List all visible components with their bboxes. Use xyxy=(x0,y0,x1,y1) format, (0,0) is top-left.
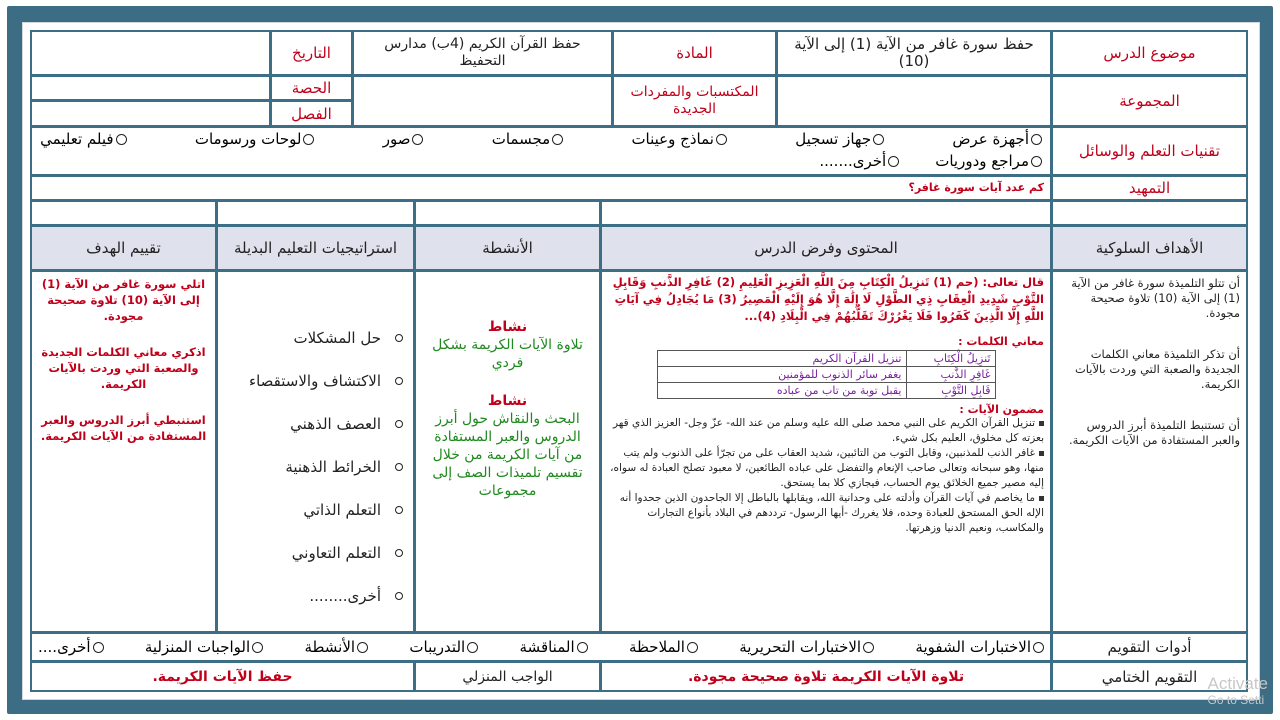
radio-icon xyxy=(687,642,698,653)
content-cell xyxy=(602,272,1050,631)
tool-option[interactable]: فيلم تعليمي xyxy=(40,130,127,148)
radio-icon xyxy=(252,642,263,653)
lesson-plan-sheet xyxy=(30,30,1248,692)
list-item: تنزيل القرآن الكريم على النبي محمد صلى الله عليه وسلم من عند الله- عزّ وجل- العزيز الذي قهر بعزته كل مخلوق، العليم بكل شيء. xyxy=(612,417,1044,444)
list-item: غافر الذنب للمذنبين، وقابل التوب من التائبين، شديد العقاب على من تجرّأ على الذنوب ولم يتب منها، وهو سبحانه وتعالى صاحب الإنعام والتفضل على عباده الطائعين، لا معبود تصلح العبادة له سواه، إليه مصير جميع الخلائق يوم الحساب، فيجازي كلا بما يستحق. xyxy=(610,447,1044,489)
blank-cell xyxy=(1053,202,1246,224)
table-row: تَنزِيلُ الْكِتَابِ تنزيل القرآن الكريم xyxy=(657,351,995,367)
radio-icon xyxy=(863,642,874,653)
strategy-item[interactable]: التعلم التعاوني xyxy=(218,531,403,574)
radio-icon xyxy=(116,134,127,145)
activity-title: نشاط xyxy=(487,393,528,409)
tool-option[interactable]: مراجع ودوريات xyxy=(935,152,1042,170)
bullet-icon xyxy=(1039,451,1044,456)
activities-cell xyxy=(416,272,599,631)
radio-icon xyxy=(873,134,884,145)
radio-icon xyxy=(357,642,368,653)
evaluation-item: اذكري معاني الكلمات الجديدة والصعبة التي وردت بالآيات الكريمة. xyxy=(41,345,206,391)
homework-label: الواجب المنزلي xyxy=(416,663,599,690)
radio-icon xyxy=(577,642,588,653)
evaluation-item: اتلي سورة غافر من الآية (1) إلى الآية (10) تلاوة صحيحة مجودة. xyxy=(41,277,206,323)
period-value[interactable] xyxy=(32,77,269,99)
assessment-option[interactable]: الاختبارات الشفوية xyxy=(915,638,1044,656)
strategy-item[interactable]: حل المشكلات xyxy=(218,316,403,359)
new-vocab-value[interactable] xyxy=(354,77,611,125)
blank-cell xyxy=(416,202,599,224)
table-row: غَافِرِ الذَّنبِ يغفر سائر الذنوب للمؤمنين xyxy=(657,367,995,383)
bullet-icon xyxy=(395,506,403,514)
class-label: الفصل xyxy=(272,102,351,125)
assessment-option[interactable]: الأنشطة xyxy=(304,638,368,656)
bullet-icon xyxy=(395,463,403,471)
verses-text: قال تعالى: (حم (1) تَنزِيلُ الْكِتَابِ مِنَ اللَّهِ الْعَزِيزِ الْعَلِيمِ (2) غَافِرِ الذَّنبِ وَقَابِلِ التَّوْبِ شَدِيدِ الْعِقَابِ ذِي الطَّوْلِ لَا إِلَٰهَ إِلَّا هُوَ إِلَيْهِ الْمَصِيرُ (3) مَا يُجَادِلُ فِي آيَاتِ اللَّهِ إِلَّا الَّذِينَ كَفَرُوا فَلَا يَغْرُرْكَ تَقَلُّبُهُمْ فِي الْبِلَادِ (4)... xyxy=(612,275,1044,323)
tool-option[interactable]: أجهزة عرض xyxy=(952,130,1042,148)
tool-option[interactable]: مجسمات xyxy=(492,130,563,148)
group-label: المجموعة xyxy=(1053,77,1246,125)
strategy-item[interactable]: التعلم الذاتي xyxy=(218,488,403,531)
meanings-table xyxy=(657,350,996,399)
bullet-icon xyxy=(1039,496,1044,501)
strategies-cell xyxy=(218,272,413,631)
objectives-header: الأهداف السلوكية xyxy=(1053,227,1246,269)
final-value: تلاوة الآيات الكريمة تلاوة صحيحة مجودة. xyxy=(602,663,1050,690)
table-row: قَابِلِ التَّوْبِ يقبل توبة من تاب من عباده xyxy=(657,383,995,399)
radio-icon xyxy=(716,134,727,145)
evaluation-cell xyxy=(32,272,215,631)
objective-item: أن تتلو التلميذة سورة غافر من الآية (1) إلى الآية (10) تلاوة صحيحة مجودة. xyxy=(1071,276,1240,320)
content-header: المحتوى وفرض الدرس xyxy=(602,227,1050,269)
assessment-option[interactable]: التدريبات xyxy=(409,638,478,656)
group-value[interactable] xyxy=(778,77,1050,125)
tools-row-2 xyxy=(819,152,1042,170)
bullet-icon xyxy=(395,592,403,600)
radio-icon xyxy=(467,642,478,653)
subject-value: حفظ القرآن الكريم (4ب) مدارس التحفيظ xyxy=(354,32,611,74)
tool-option[interactable]: لوحات ورسومات xyxy=(195,130,315,148)
final-label: التقويم الختامي xyxy=(1053,663,1246,690)
assessment-option[interactable]: الاختبارات التحريرية xyxy=(739,638,874,656)
tool-option[interactable]: جهاز تسجيل xyxy=(795,130,884,148)
subject-label: المادة xyxy=(614,32,775,74)
themes-title: مضمون الآيات : xyxy=(959,403,1044,416)
radio-icon xyxy=(552,134,563,145)
radio-icon xyxy=(93,642,104,653)
intro-question: كم عدد آيات سورة غافر؟ xyxy=(32,177,1050,199)
class-value[interactable] xyxy=(32,102,269,125)
activity-body: تلاوة الآيات الكريمة بشكل فردي xyxy=(432,337,583,371)
assessment-options xyxy=(32,634,1050,660)
assessment-label: أدوات التقويم xyxy=(1053,634,1246,660)
strategy-item[interactable]: أخرى........ xyxy=(218,574,403,617)
topic-value: حفظ سورة غافر من الآية (1) إلى الآية (10) xyxy=(778,32,1050,74)
tool-option[interactable]: صور xyxy=(383,130,424,148)
radio-icon xyxy=(1031,156,1042,167)
strategy-item[interactable]: الخرائط الذهنية xyxy=(218,445,403,488)
list-item: ما يخاصم في آيات القرآن وأدلته على وحدانية الله، ويقابلها بالباطل إلا الجاحدون الذين جحدوا أنه الإله الحق المستحق للعبادة وحده، فلا يغررك -أيها الرسول- ترددهم في البلاد بأنواع التجارات والمكاسب، ونعيم الدنيا وزهرتها. xyxy=(619,492,1044,534)
objective-item: أن تذكر التلميذة معاني الكلمات الجديدة والصعبة التي وردت بالآيات الكريمة. xyxy=(1074,347,1240,391)
strategy-item[interactable]: العصف الذهني xyxy=(218,402,403,445)
assessment-option[interactable]: المناقشة xyxy=(520,638,588,656)
blank-cell xyxy=(32,202,215,224)
new-vocab-label: المكتسبات والمفردات الجديدة xyxy=(614,77,775,125)
tools-label: تقنيات التعلم والوسائل xyxy=(1053,128,1246,174)
radio-icon xyxy=(1033,642,1044,653)
themes-list xyxy=(608,416,1044,536)
activity-body: البحث والنقاش حول أبرز الدروس والعبر المستفادة من آيات الكريمة من خلال تقسيم تلميذات الصف إلى مجموعات xyxy=(432,411,583,499)
strategies-header: استراتيجيات التعليم البديلة xyxy=(218,227,413,269)
blank-cell xyxy=(602,202,1050,224)
bullet-icon xyxy=(395,420,403,428)
tool-option[interactable]: نماذج وعينات xyxy=(631,130,727,148)
topic-label: موضوع الدرس xyxy=(1053,32,1246,74)
evaluation-item: استنبطي أبرز الدروس والعبر المستفادة من الآيات الكريمة. xyxy=(40,413,207,443)
radio-icon xyxy=(412,134,423,145)
bullet-icon xyxy=(1039,421,1044,426)
assessment-option[interactable]: الواجبات المنزلية xyxy=(145,638,263,656)
date-label: التاريخ xyxy=(272,32,351,74)
assessment-option[interactable]: الملاحظة xyxy=(629,638,698,656)
objective-item: أن تستنبط التلميذة أبرز الدروس والعبر المستفادة من الآيات الكريمة. xyxy=(1068,418,1240,447)
radio-icon xyxy=(888,156,899,167)
objectives-cell xyxy=(1053,272,1246,631)
activation-watermark: Activate Go to Setti xyxy=(1207,674,1268,707)
activities-header: الأنشطة xyxy=(416,227,599,269)
date-value[interactable] xyxy=(32,32,269,74)
blank-cell xyxy=(218,202,413,224)
strategy-item[interactable]: الاكتشاف والاستقصاء xyxy=(218,359,403,402)
bullet-icon xyxy=(395,377,403,385)
tools-options xyxy=(32,128,1050,174)
homework-value: حفظ الآيات الكريمة. xyxy=(32,663,413,690)
tools-row-1 xyxy=(40,130,1042,148)
period-label: الحصة xyxy=(272,77,351,99)
radio-icon xyxy=(303,134,314,145)
bullet-icon xyxy=(395,334,403,342)
meanings-table-wrap xyxy=(608,350,1044,399)
evaluation-header: تقييم الهدف xyxy=(32,227,215,269)
assessment-option[interactable]: أخرى.... xyxy=(38,638,104,656)
radio-icon xyxy=(1031,134,1042,145)
meanings-title: معاني الكلمات : xyxy=(958,335,1044,348)
intro-label: التمهيد xyxy=(1053,177,1246,199)
activity-title: نشاط xyxy=(487,319,528,335)
bullet-icon xyxy=(395,549,403,557)
tool-option[interactable]: أخرى....... xyxy=(819,152,899,170)
